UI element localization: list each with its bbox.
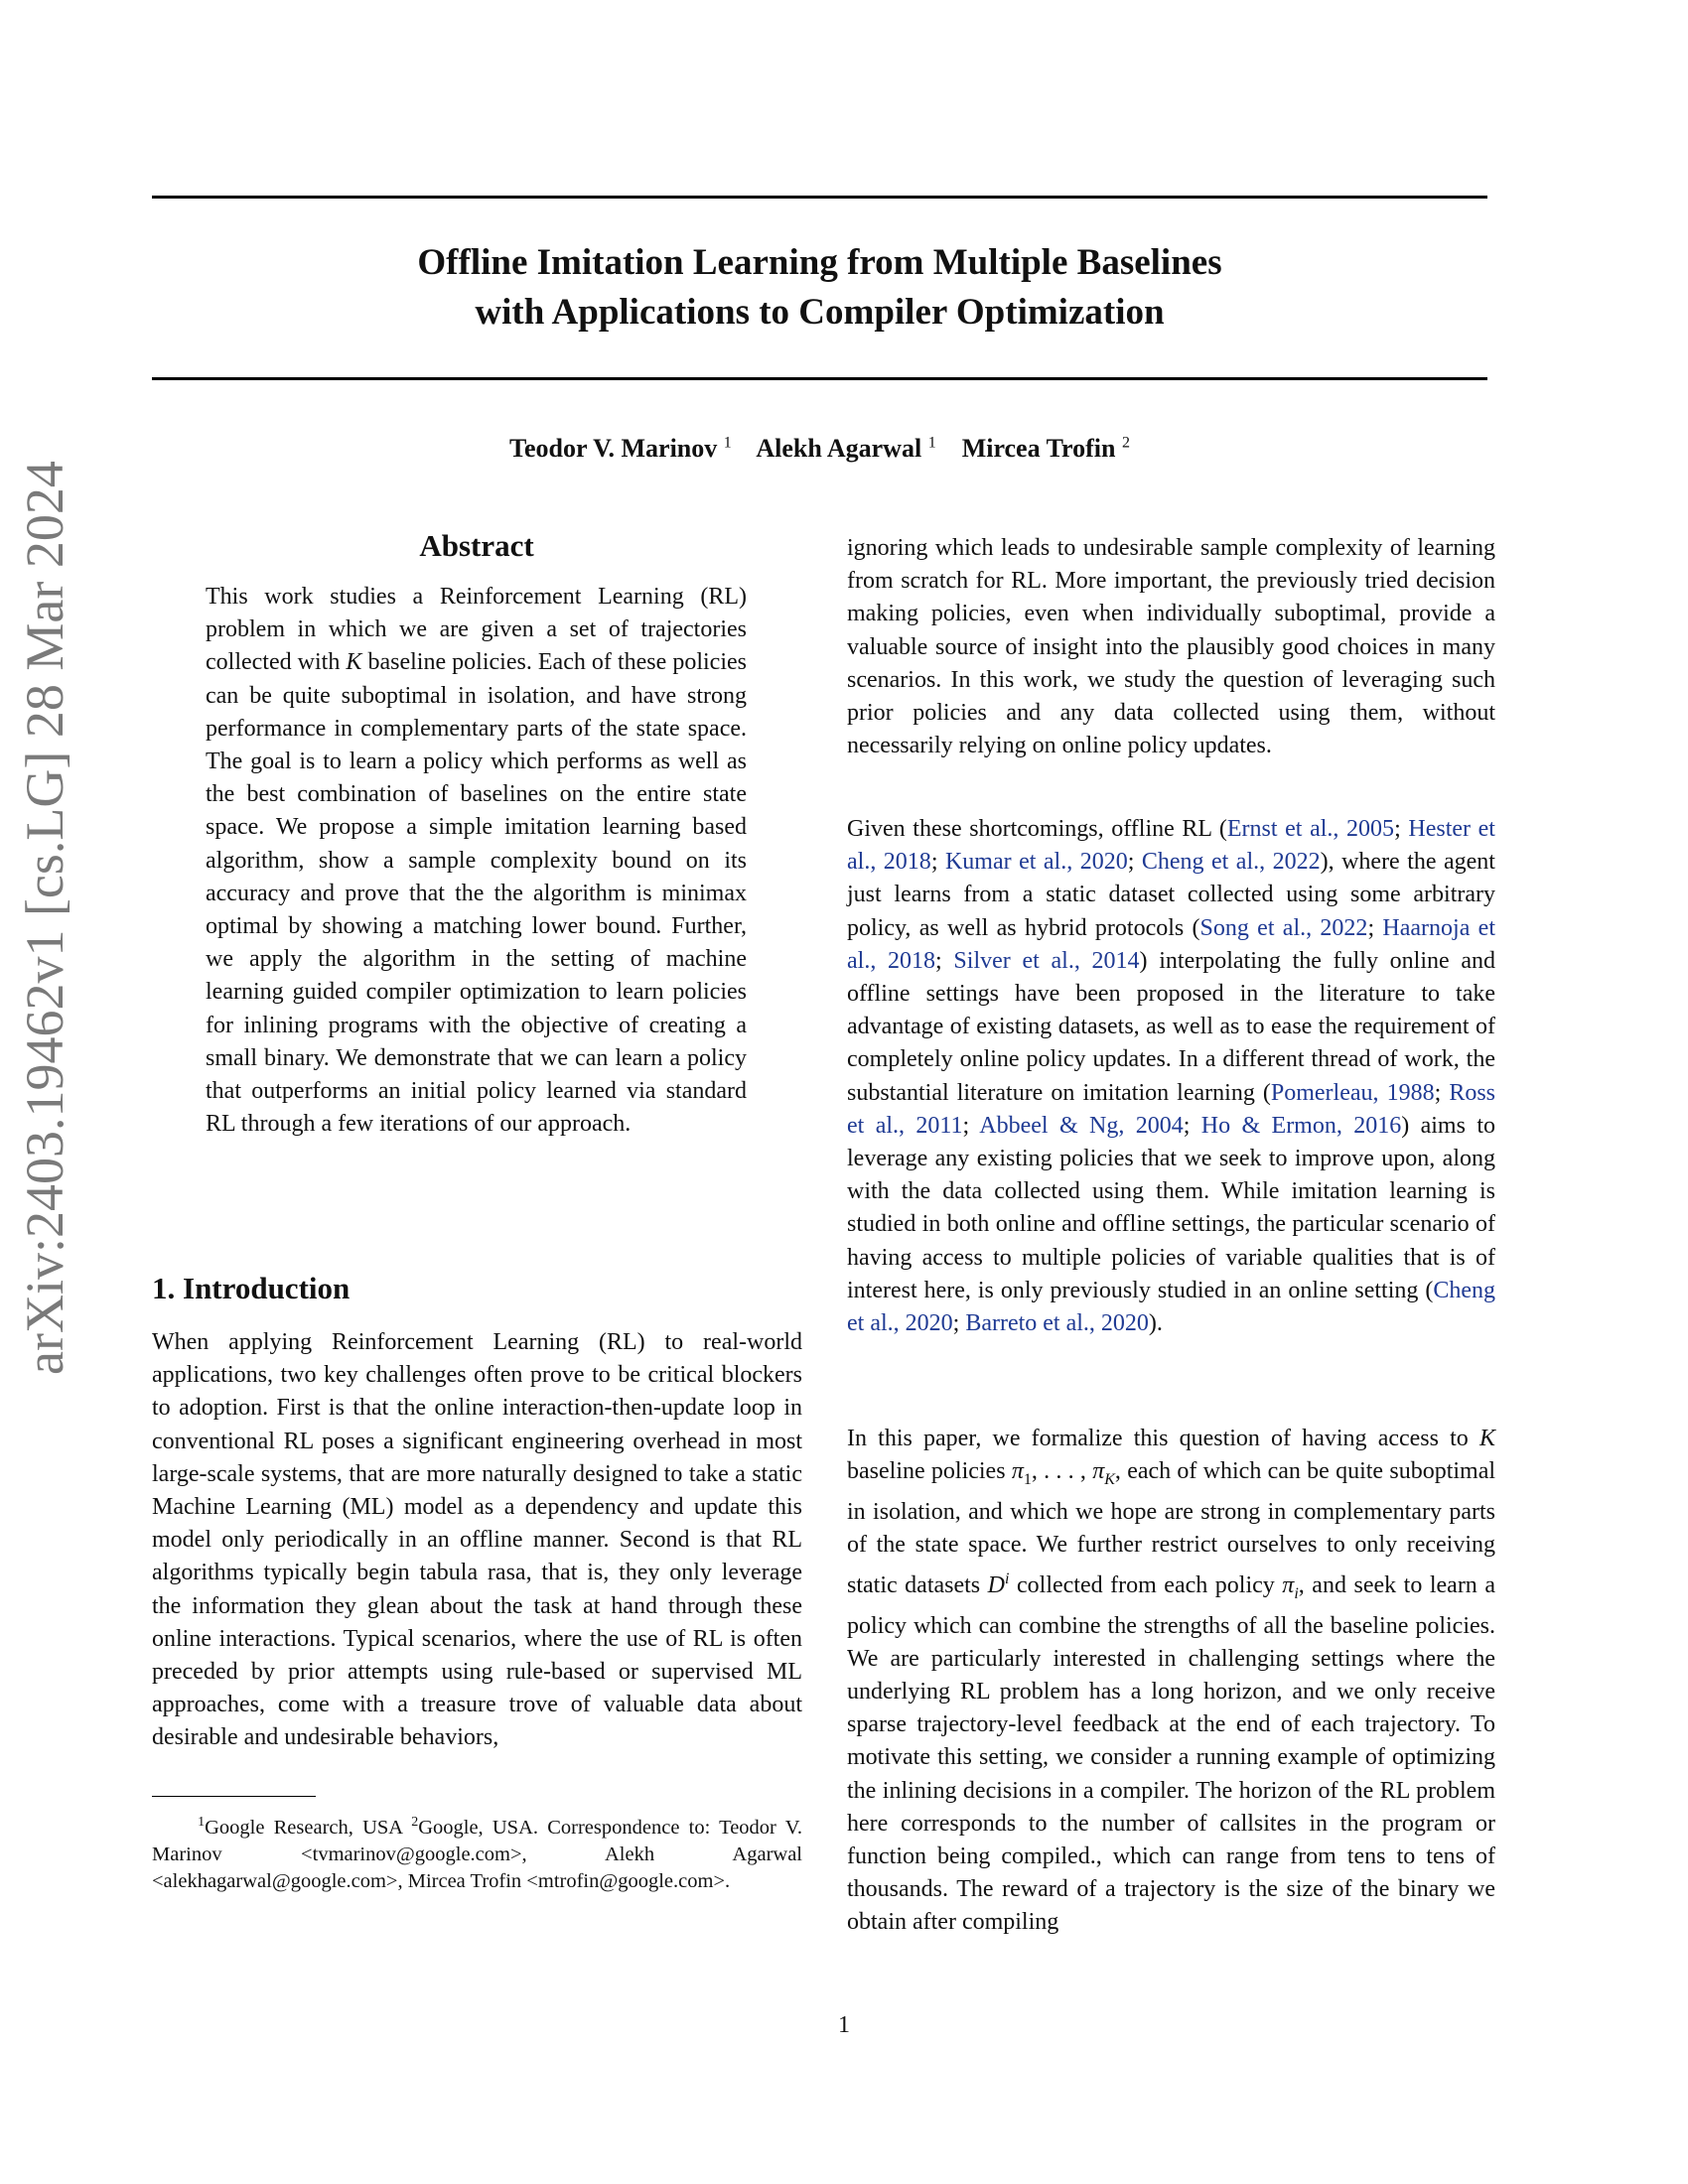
abstract-heading: Abstract [419,528,534,563]
citation-link[interactable]: Song et al., 2022 [1199,914,1368,941]
footnote: $^1$Google Research, USA $^2$Google, USA. Correspondence to: Teodor V. Marinov <tvmarinov@google.com>, Alekh Agarwal <alekhagarwal@google.com>, Mircea Trofin <mtrofin@google.com>. [152,1815,803,1892]
abstract-text: This work studies a Reinforcement Learning (RL) problem in which we are given a set of trajectories collected with K baseline policies. Each of these policies can be quite suboptimal in isolation, and have strong performance in complementary parts of the state space. The goal is to learn a policy which performs as well as the best combination of baselines on the entire state space. We propose a simple imitation learning based algorithm, show a sample complexity bound on its accuracy and prove that the the algorithm is minimax optimal by showing a matching lower bound. Further, we apply the algorithm in the setting of machine learning guided compiler optimization to learn policies for inlining programs with the objective of creating a small binary. We demonstrate that we can learn a policy that outperforms an initial policy learned via standard RL through a few iterations of our approach. [206,584,747,1138]
citation-link[interactable]: Abbeel & Ng, 2004 [979,1112,1184,1139]
author-name: Teodor V. Marinov [509,434,718,463]
citation-link[interactable]: Ross et al., 2011 [847,1079,1495,1139]
math-symbol: π [1092,1458,1105,1485]
body-paragraph: Given these shortcomings, offline RL (Ernst et al., 2005; Hester et al., 2018; Kumar et al., 2020; Cheng et al., 2022), where the agent just learns from a static dataset collected using some arbitrary policy, as well as hybrid protocols (Song et al., 2022; Haarnoja et al., 2018; Silver et al., 2014) interpolating the fully online and offline settings have been proposed in the literature to take advantage of existing datasets, as well as to ease the requirement of completely online policy updates. In a different thread of work, the substantial literature on imitation learning (Pomerleau, 1988; Ross et al., 2011; Abbeel & Ng, 2004; Ho & Ermon, 2016) aims to leverage any existing policies that we seek to improve upon, along with the data collected using them. While imitation learning is studied in both online and offline settings, the particular scenario of having access to multiple policies of variable qualities that is of interest here, is only previously studied in an online setting (Cheng et al., 2020; Barreto et al., 2020). [847,816,1496,1337]
title-bottom-rule [152,377,1487,380]
citation-link[interactable]: Silver et al., 2014 [953,947,1140,974]
citation-link[interactable]: Haarnoja et al., 2018 [847,914,1495,974]
citation-link[interactable]: Ernst et al., 2005 [1226,816,1395,842]
author-list [152,434,1487,464]
author-affiliation: 1 [927,434,936,452]
citation-link[interactable]: Hester et al., 2018 [847,816,1495,876]
author-affiliation: 2 [1121,434,1130,452]
math-symbol: π [1282,1571,1295,1598]
page-number: 1 [838,2012,850,2038]
body-paragraph: ignoring which leads to undesirable sample complexity of learning from scratch for RL. More important, the previously tried decision making policies, even when individually suboptimal, provide a valuable source of insight into the plausibly good choices in many scenarios. In this work, we study the question of leveraging such prior policies and any data collected using them, without necessarily relying on online policy updates. [847,535,1495,759]
citation-link[interactable]: Ho & Ermon, 2016 [1200,1112,1402,1139]
section-heading: 1. Introduction [152,1271,351,1305]
citation-link[interactable]: Kumar et al., 2020 [944,849,1128,876]
citation-link[interactable]: Cheng et al., 2022 [1141,849,1321,876]
paper-title [152,238,1487,338]
citation-link[interactable]: Cheng et al., 2020 [847,1277,1495,1337]
footnote-rule [152,1796,316,1797]
arxiv-stamp: arXiv:2403.19462v1 [cs.LG] 28 Mar 2024 [15,461,74,1375]
citation-link[interactable]: Barreto et al., 2020 [965,1310,1149,1337]
body-paragraph: In this paper, we formalize this question of having access to K baseline policies $\pi_1$, . . . , $\pi_K$, each of which can be quite suboptimal in isolation, and which we hope are strong in complementary parts of the state space. We further restrict ourselves to only receiving static datasets $D^i$ collected from each policy $\pi_i$, and seek to learn a policy which can combine the strengths of all the baseline policies. We are particularly interested in challenging settings where the underlying RL problem has a long horizon, and we only receive sparse trajectory-level feedback at the end of each trajectory. To motivate this setting, we consider a running example of optimizing the inlining decisions in a compiler. The horizon of the RL problem here corresponds to the number of callsites in the program or function being compiled., which can range from tens to tens of thousands. The reward of a trajectory is the size of the binary we obtain after compiling [847,1426,1496,1936]
title-line-2: with Applications to Compiler Optimization [475,292,1165,333]
citation-link[interactable]: Pomerleau, 1988 [1270,1079,1435,1106]
math-symbol: π [1011,1458,1024,1485]
author-name: Mircea Trofin [961,434,1116,463]
math-symbol: K [346,649,362,676]
math-symbol: K [1478,1426,1495,1451]
title-line-1: Offline Imitation Learning from Multiple Baselines [417,242,1222,283]
title-top-rule [152,196,1487,199]
math-symbol: D [987,1571,1006,1598]
intro-paragraph: When applying Reinforcement Learning (RL) to real-world applications, two key challenges often prove to be critical blockers to adoption. First is that the online interaction-then-update loop in conventional RL poses a significant engineering overhead in most large-scale systems, that are more naturally designed to take a static Machine Learning (ML) model as a dependency and update this model only periodically in an offline manner. Second is that RL algorithms typically begin tabula rasa, that is, they only leverage the information they glean about the task at hand through these online interactions. Typical scenarios, where the use of RL is often preceded by prior attempts using rule-based or supervised ML approaches, come with a treasure trove of valuable data about desirable and undesirable behaviors, [152,1329,802,1751]
author-affiliation: 1 [723,434,732,452]
author-name: Alekh Agarwal [756,434,922,463]
